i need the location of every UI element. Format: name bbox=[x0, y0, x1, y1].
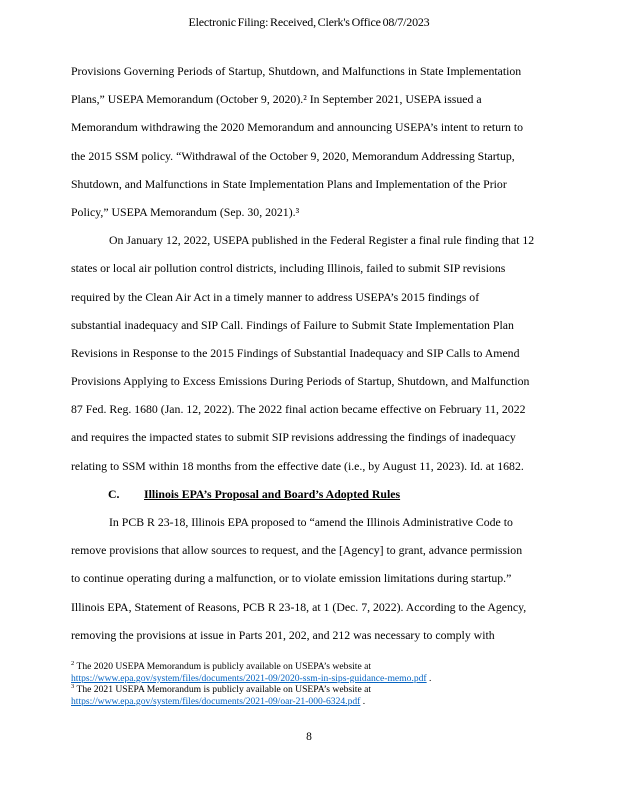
footnote-body-text: The 2021 USEPA Memorandum is publicly available on USEPA’s website at bbox=[76, 684, 372, 696]
body-line: Memorandum withdrawing the 2020 Memorandum and announcing USEPA’s intent to return to bbox=[71, 120, 524, 135]
footnote-link-suffix: . bbox=[360, 695, 366, 707]
body-line: On January 12, 2022, USEPA published in the Federal Register a final rule finding that 12 bbox=[109, 233, 535, 248]
body-line: In PCB R 23-18, Illinois EPA proposed to “amend the Illinois Administrative Code to bbox=[109, 515, 513, 529]
footnote-link-suffix: . bbox=[426, 672, 432, 684]
section-heading-title: Illinois EPA’s Proposal and Board’s Adopted Rules bbox=[144, 486, 401, 501]
body-line: Provisions Applying to Excess Emissions During Periods of Startup, Shutdown, and Malfunction bbox=[71, 374, 530, 389]
filing-stamp: Electronic Filing: Received, Clerk's Office 08/7/2023 bbox=[188, 15, 430, 29]
body-line: the 2015 SSM policy. “Withdrawal of the October 9, 2020, Memorandum Addressing Startup, bbox=[71, 148, 515, 163]
page-number: 8 bbox=[306, 731, 312, 743]
footnote-link[interactable]: https://www.epa.gov/system/files/documents/2021-09/2020-ssm-in-sips-guidance-memo.pdf bbox=[71, 672, 427, 684]
section-heading bbox=[71, 480, 553, 508]
body-line: Illinois EPA, Statement of Reasons, PCB R 23-18, at 1 (Dec. 7, 2022). According to the Agency, bbox=[71, 599, 527, 614]
footnote-url-line bbox=[71, 673, 553, 685]
footnote-link[interactable]: https://www.epa.gov/system/files/documents/2021-09/oar-21-000-6324.pdf bbox=[71, 695, 361, 707]
section-heading-number: C. bbox=[108, 486, 120, 501]
body-line: and requires the impacted states to submit SIP revisions addressing the findings of inadequacy bbox=[71, 430, 516, 445]
body-line: to continue operating during a malfunction, or to violate emission limitations during startup.” bbox=[71, 571, 512, 586]
body-line: states or local air pollution control districts, including Illinois, failed to submit SIP revisions bbox=[71, 261, 506, 276]
body-line: remove provisions that allow sources to request, and the [Agency] to grant, advance permission bbox=[71, 543, 523, 558]
footnote-url-line bbox=[71, 696, 553, 708]
body-line: removing the provisions at issue in Parts 201, 202, and 212 was necessary to comply with bbox=[71, 627, 495, 642]
document-body bbox=[71, 57, 553, 649]
body-line: substantial inadequacy and SIP Call. Findings of Failure to Submit State Implementation Plan bbox=[71, 317, 514, 332]
footnote-text-line bbox=[71, 684, 553, 696]
footnote-body-text: The 2020 USEPA Memorandum is publicly available on USEPA’s website at bbox=[76, 661, 372, 672]
body-line: required by the Clean Air Act in a timely manner to address USEPA’s 2015 findings of bbox=[71, 289, 480, 304]
footnote-marker: 3 bbox=[71, 683, 75, 690]
body-line: Provisions Governing Periods of Startup, Shutdown, and Malfunctions in State Implementation bbox=[71, 64, 522, 78]
body-line: 87 Fed. Reg. 1680 (Jan. 12, 2022). The 2022 final action became effective on February 11, 2022 bbox=[71, 402, 526, 417]
body-line: Policy,” USEPA Memorandum (Sep. 30, 2021).³ bbox=[71, 204, 300, 219]
body-line: relating to SSM within 18 months from the effective date (i.e., by August 11, 2023). Id. at 1682. bbox=[71, 458, 524, 473]
body-line: Shutdown, and Malfunctions in State Implementation Plans and Implementation of the Prior bbox=[71, 176, 507, 191]
body-line: Revisions in Response to the 2015 Findings of Substantial Inadequacy and SIP Calls to Amend bbox=[71, 345, 520, 360]
body-line: Plans,” USEPA Memorandum (October 9, 2020).² In September 2021, USEPA issued a bbox=[71, 92, 482, 107]
footnotes-section bbox=[71, 661, 553, 707]
footnote-marker: 2 bbox=[71, 659, 75, 667]
footnote-text-line bbox=[71, 661, 553, 673]
